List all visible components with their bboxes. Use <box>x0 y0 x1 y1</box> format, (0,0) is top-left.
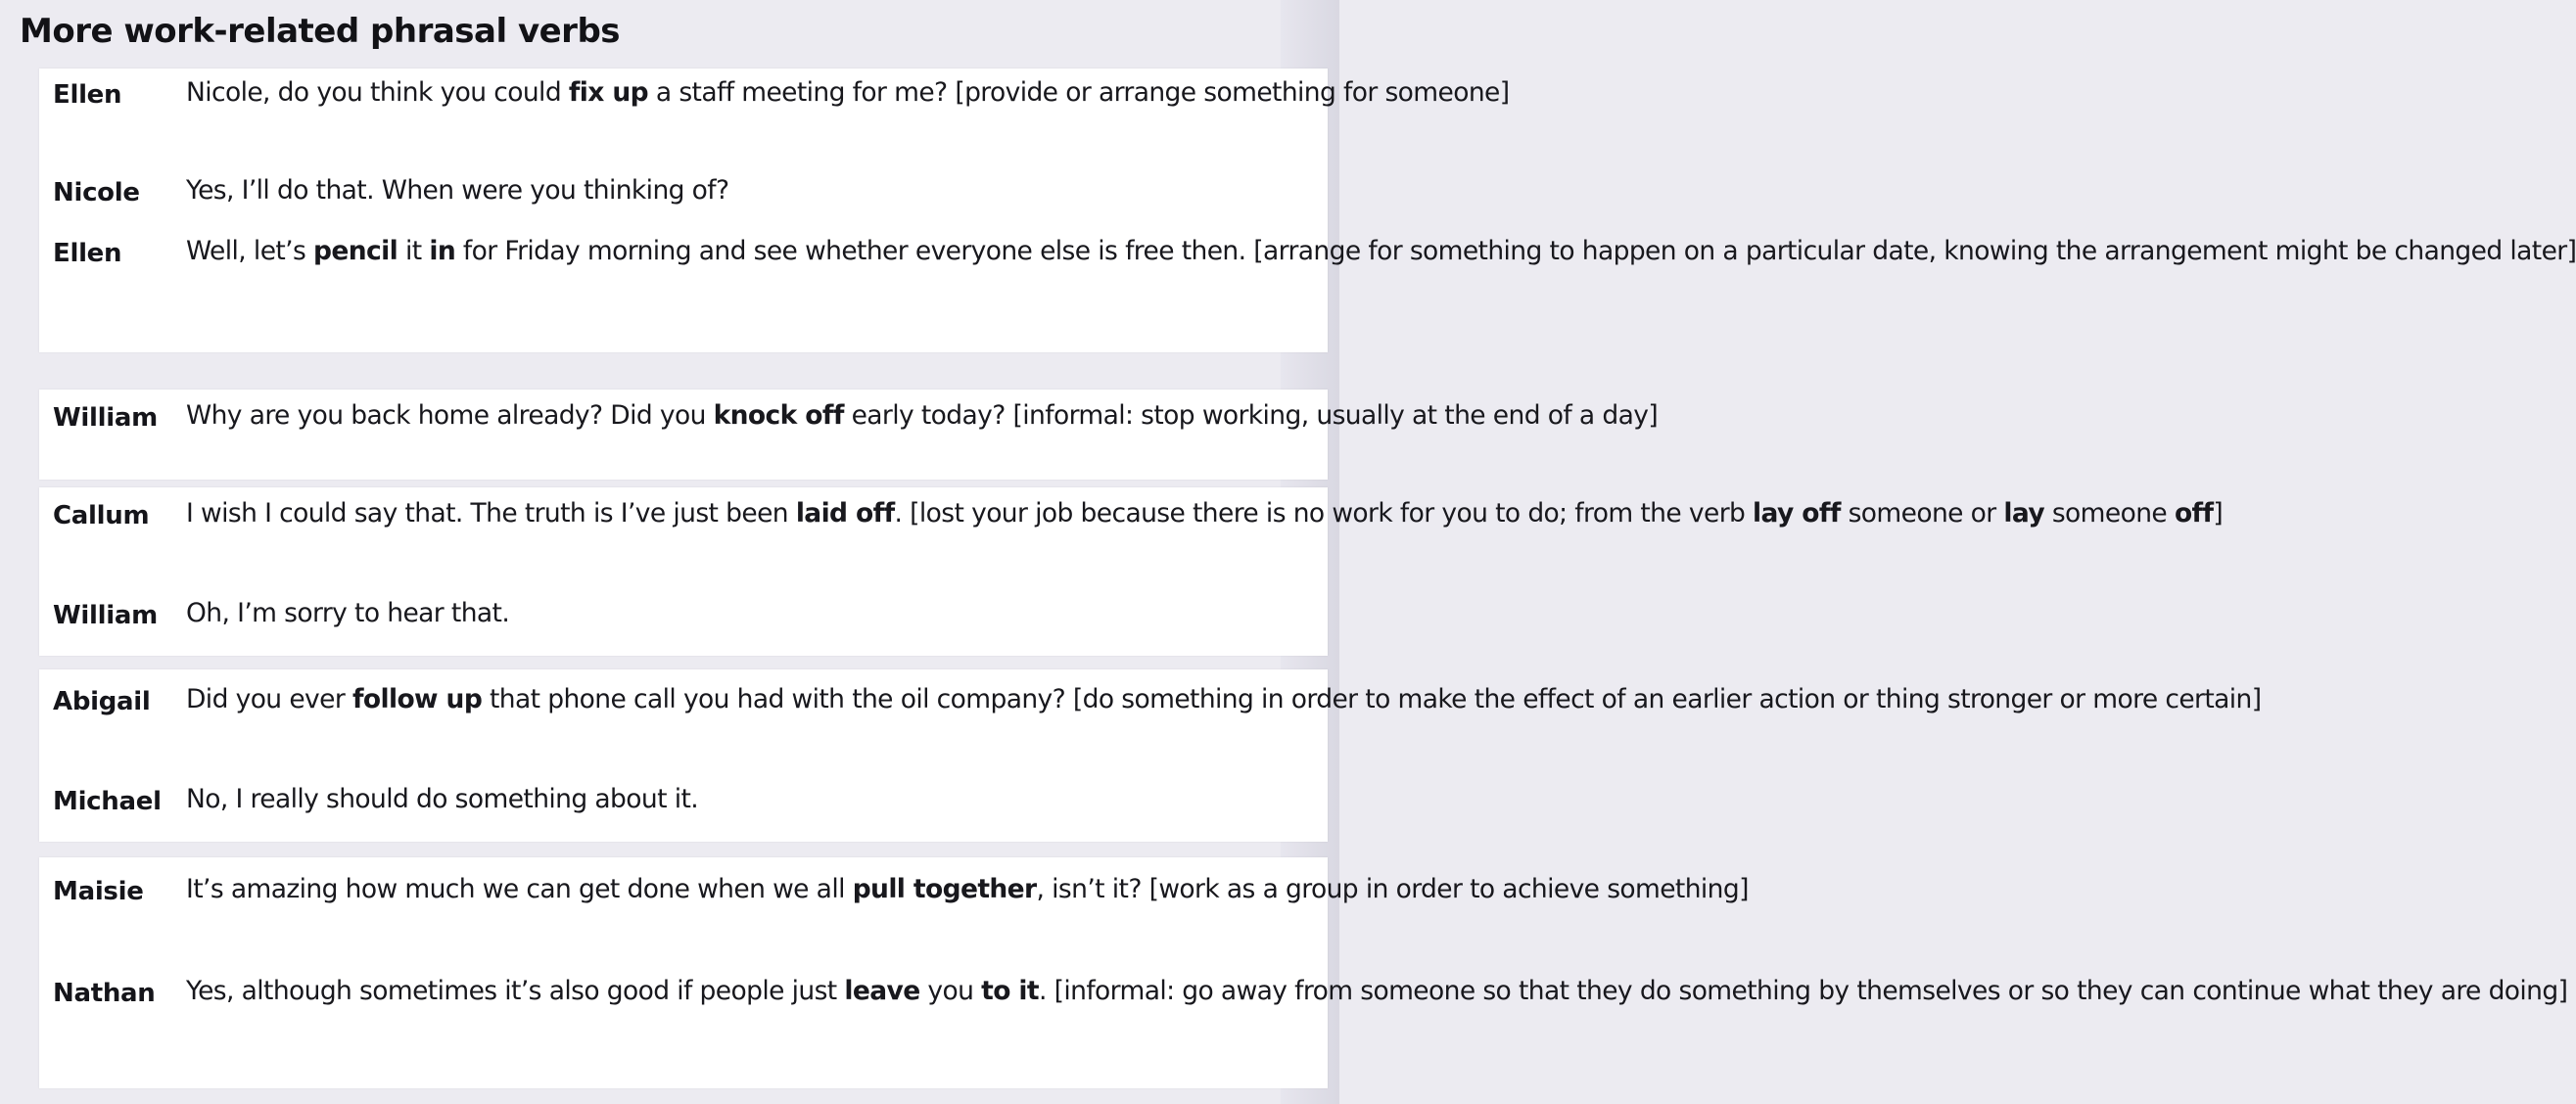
phrasal-verb: pencil <box>313 236 398 266</box>
phrasal-verb: laid off <box>795 498 895 529</box>
line-text: It’s amazing how much we can get done when we all pull together, isn’t it? [work as a group in order to achieve something] <box>186 874 1749 904</box>
speaker-name: William <box>53 403 158 433</box>
speaker-name: Ellen <box>53 239 122 268</box>
line-text: Yes, I’ll do that. When were you thinking of? <box>186 175 729 206</box>
speaker-name: Callum <box>53 501 150 530</box>
page-title: More work-related phrasal verbs <box>20 12 621 51</box>
exchange-block-3 <box>39 487 2224 656</box>
line-text: Did you ever follow up that phone call you had with the oil company? [do something in order to make the effect of an earlier action or thing stronger or more certain] <box>186 684 2262 714</box>
phrasal-verb: in <box>429 236 456 266</box>
phrasal-verb: knock off <box>713 400 844 431</box>
phrasal-verb: lay off <box>1753 498 1841 529</box>
speaker-name: Ellen <box>53 80 122 110</box>
line-text: Why are you back home already? Did you knock off early today? [informal: stop working, usually at the end of a day] <box>186 400 1659 431</box>
phrasal-verb: leave <box>844 976 920 1006</box>
phrasal-verb: pull together <box>852 874 1037 904</box>
speaker-name: Michael <box>53 787 162 816</box>
phrasal-verb: off <box>2174 498 2214 529</box>
speaker-name: Nicole <box>53 178 140 207</box>
speaker-name: Maisie <box>53 877 144 906</box>
speaker-name: Nathan <box>53 979 156 1008</box>
line-text: Well, let’s pencil it in for Friday morning and see whether everyone else is free then. [arrange for something to happen on a particular date, knowing the arrangement might be changed later] <box>186 236 2576 266</box>
line-text: Oh, I’m sorry to hear that. <box>186 598 510 628</box>
phrasal-verb: fix up <box>568 77 649 108</box>
line-text: I wish I could say that. The truth is I’ve just been laid off. [lost your job because there is no work for you to do; from the verb lay off someone or lay someone off] <box>186 498 2224 529</box>
exchange-block-2 <box>39 390 1659 480</box>
exchange-block-4 <box>39 669 2262 842</box>
exchange-block-5 <box>39 857 2568 1088</box>
phrasal-verb: to it <box>981 976 1039 1006</box>
speaker-name: Abigail <box>53 687 151 716</box>
exchange-block-1 <box>39 69 2576 352</box>
line-text: Nicole, do you think you could fix up a staff meeting for me? [provide or arrange something for someone] <box>186 77 1510 108</box>
phrasal-verb: lay <box>2003 498 2045 529</box>
line-text: Yes, although sometimes it’s also good if people just leave you to it. [informal: go away from someone so that they do something by themselves or so they can continue what they are doing] <box>186 976 2568 1006</box>
speaker-name: William <box>53 601 158 630</box>
phrasal-verb: follow up <box>351 684 483 714</box>
line-text: No, I really should do something about it. <box>186 784 699 814</box>
